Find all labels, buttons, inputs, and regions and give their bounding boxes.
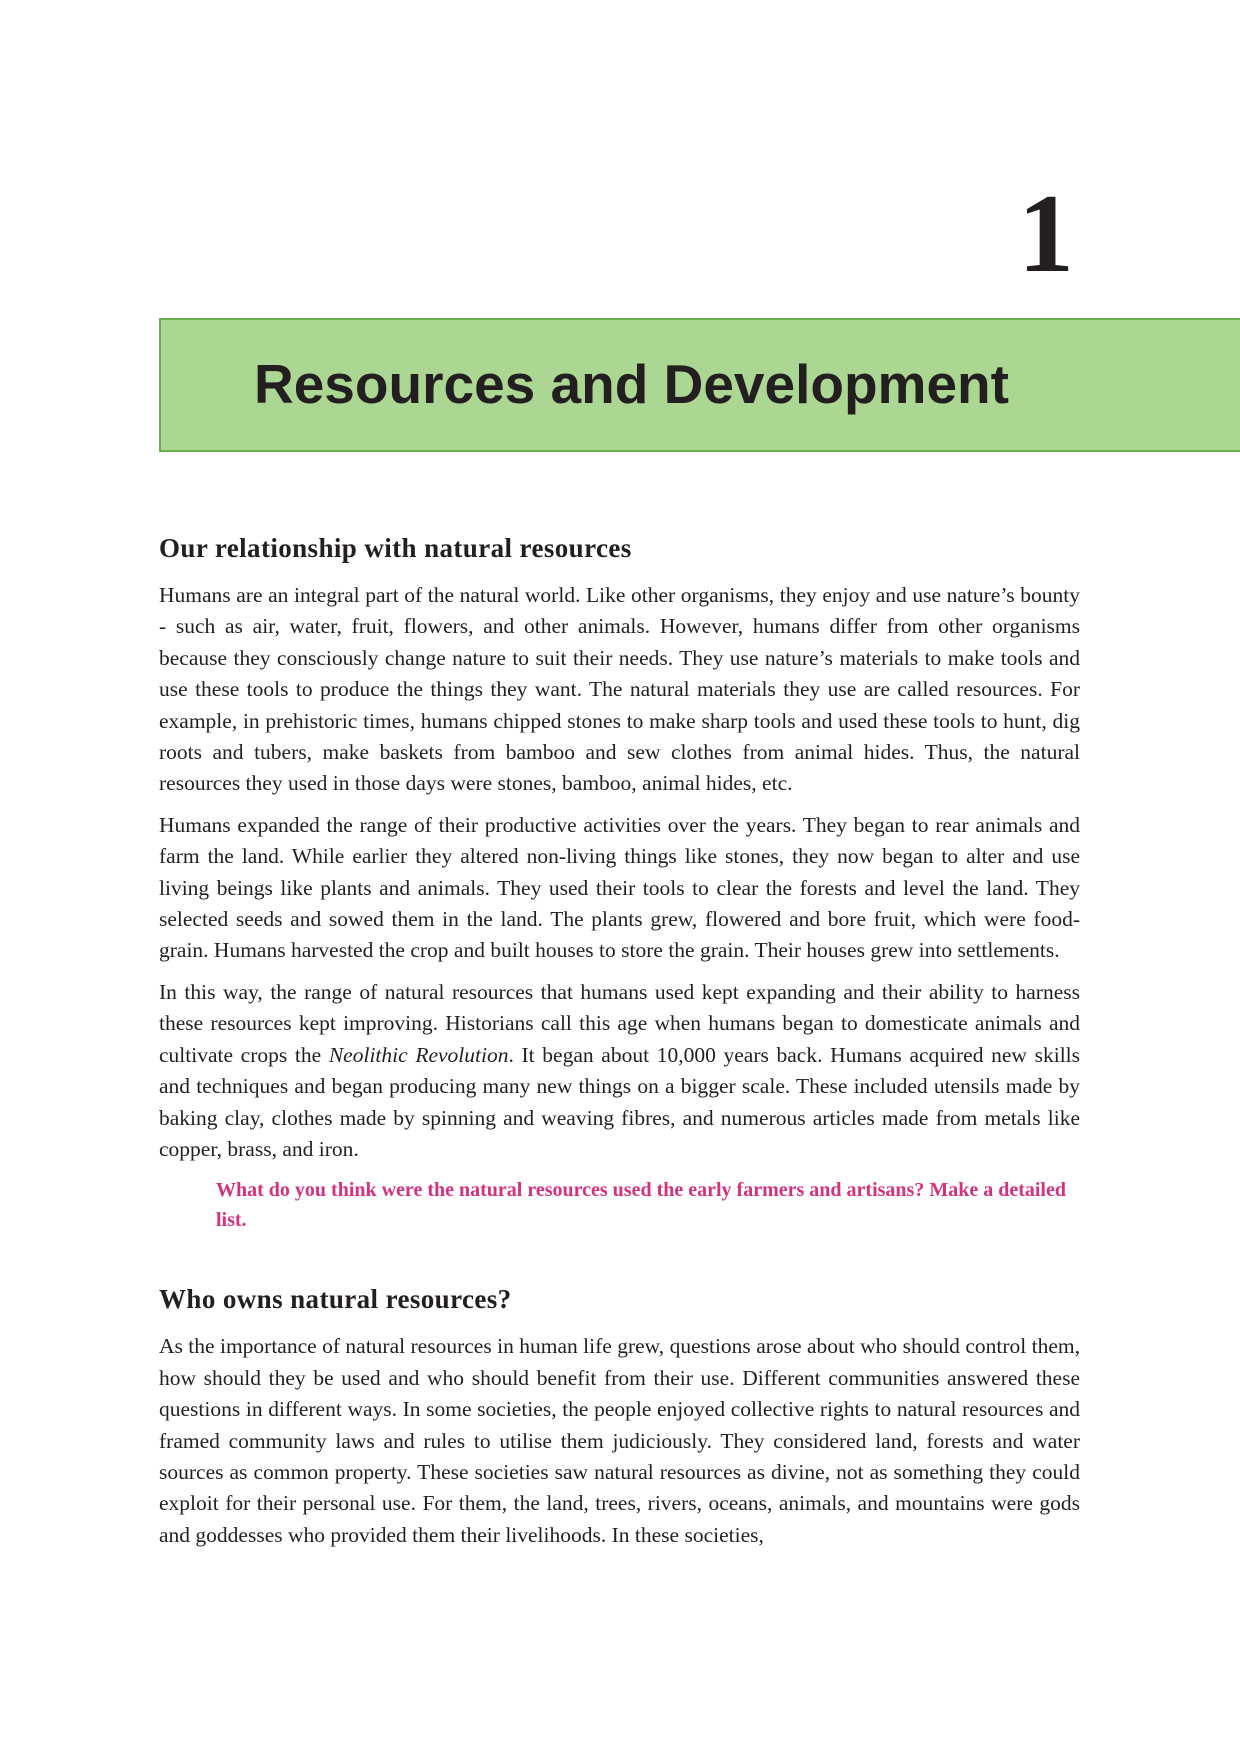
section-ownership — [159, 1279, 1080, 1551]
paragraph-text: . It began about 10,000 years back. Humans acquired new skills and techniques and began producing many new things on a bigger scale. These included utensils made by baking clay, clothes made by spinning and weaving fibres, and numerous articles made from metals like copper, brass, and iron. — [159, 1042, 1081, 1161]
chapter-title-band — [159, 318, 1240, 452]
body-paragraph: As the importance of natural resources in human life grew, questions arose about who should control them, how should they be used and who should benefit from their use. Different communities answered these questions in different ways. In some societies, the people enjoyed collective rights to natural resources and framed community laws and rules to utilise them judiciously. They considered land, forests and water sources as common property. These societies saw natural resources as divine, not as something they could exploit for their personal use. For them, the land, trees, rivers, oceans, animals, and mountains were gods and goddesses who provided them their livelihoods. In these societies, — [159, 1334, 1080, 1547]
section-heading: Our relationship with natural resources — [159, 533, 632, 563]
body-paragraph — [159, 977, 1080, 1165]
activity-question: What do you think were the natural resources used the early farmers and artisans? Make a detailed list. — [216, 1179, 1066, 1232]
page-content — [159, 528, 1080, 1561]
paragraph-text: In this way, the range of natural resources that humans used kept expanding and their ability to harness these resources kept improving. Historians call this age when humans began to domesticate animals and cultivate crops the — [159, 979, 1080, 1067]
section-relationship — [159, 528, 1080, 1235]
section-heading: Who owns natural resources? — [159, 1284, 512, 1315]
chapter-title: Resources and Development — [254, 353, 1009, 415]
body-paragraph: Humans are an integral part of the natural world. Like other organisms, they enjoy and use nature’s bounty - such as air, water, fruit, flowers, and other animals. However, humans differ from other organisms because they consciously change nature to suit their needs. They use nature’s materials to make tools and use these tools to produce the things they want. The natural materials they use are called resources. For example, in prehistoric times, humans chipped stones to make sharp tools and used these tools to hunt, dig roots and tubers, make baskets from bamboo and sew clothes from animal hides. Thus, the natural resources they used in those days were stones, bamboo, animal hides, etc. — [159, 583, 1080, 796]
body-paragraph: Humans expanded the range of their productive activities over the years. They began to rear animals and farm the land. While earlier they altered non-living things like stones, they now began to alter and use living beings like plants and animals. They used their tools to clear the forests and level the land. They selected seeds and sowed them in the land. The plants grew, flowered and bore fruit, which were food-grain. Humans harvested the crop and built houses to store the grain. Their houses grew into settlements. — [159, 812, 1080, 963]
chapter-number: 1 — [1018, 172, 1074, 296]
emphasis-term: Neolithic Revolution — [328, 1042, 509, 1067]
